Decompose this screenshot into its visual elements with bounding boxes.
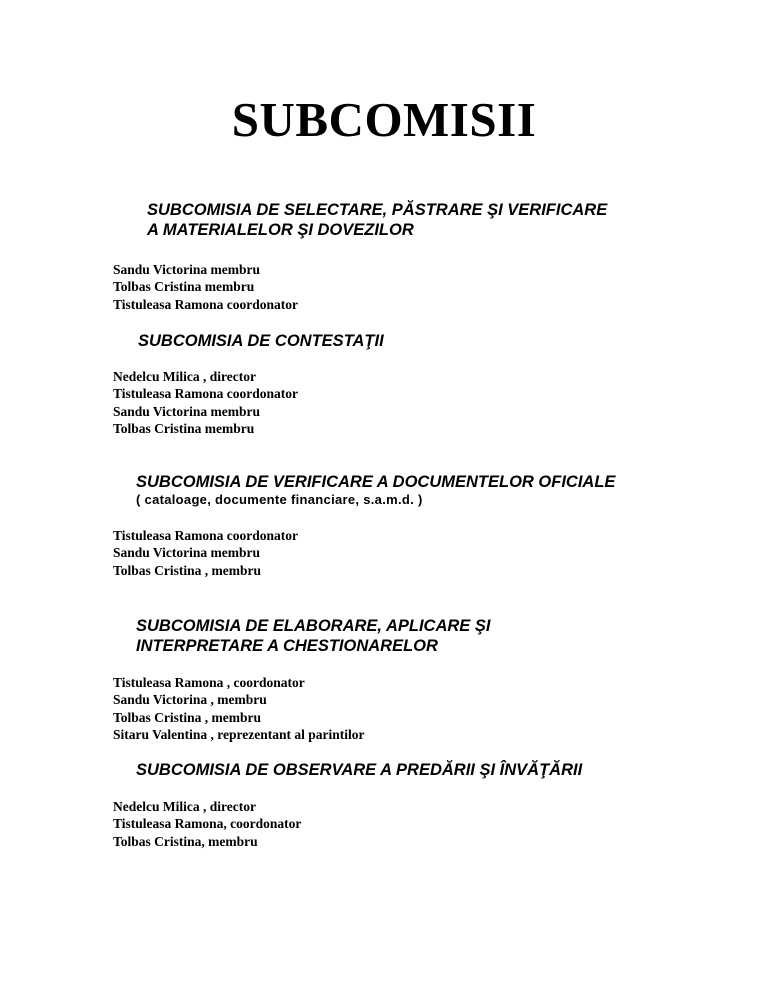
section-heading-documente-oficiale [136, 472, 615, 492]
page-title: SUBCOMISII [231, 92, 537, 147]
section-heading-line: SUBCOMISIA DE SELECTARE, PĂSTRARE ŞI VERIFICARE [147, 201, 608, 219]
member-entry: Tolbas Cristina , membru [113, 709, 262, 725]
member-entry: Sandu Victorina membru [113, 262, 261, 277]
member-list-documente-oficiale [113, 527, 298, 579]
section-subheading: ( cataloage, documente financiare, s.a.m.d. ) [136, 492, 423, 507]
member-entry: Tistuleasa Ramona coordonator [113, 386, 299, 402]
member-entry: Tistuleasa Ramona coordonator [113, 296, 299, 312]
section-heading-line: A MATERIALELOR ŞI DOVEZILOR [147, 221, 414, 239]
member-entry: Sandu Victorina membru [113, 403, 261, 419]
member-entry: Nedelcu Milica , director [113, 799, 256, 814]
member-list-contestatii [113, 368, 298, 438]
section-heading-chestionare [136, 616, 490, 656]
member-list-selectare [113, 261, 298, 313]
member-entry: Tolbas Cristina, membru [113, 833, 258, 849]
member-entry: Tistuleasa Ramona coordonator [113, 528, 299, 543]
member-list-observare [113, 798, 301, 850]
section-heading-observare [136, 760, 582, 780]
member-entry: Tolbas Cristina membru [113, 279, 255, 295]
section-heading-selectare [147, 200, 607, 240]
member-entry: Tistuleasa Ramona, coordonator [113, 816, 302, 832]
member-entry: Tolbas Cristina membru [113, 421, 255, 437]
member-entry: Nedelcu Milica , director [113, 369, 256, 384]
section-heading-line: SUBCOMISIA DE ELABORARE, APLICARE ŞI [136, 617, 491, 635]
section-heading-line: INTERPRETARE A CHESTIONARELOR [136, 637, 438, 655]
section-heading-line: SUBCOMISIA DE CONTESTAŢII [138, 332, 384, 350]
member-entry: Sandu Victorina membru [113, 545, 261, 561]
section-heading-line: SUBCOMISIA DE VERIFICARE A DOCUMENTELOR OFICIALE [136, 473, 616, 491]
member-entry: Tistuleasa Ramona , coordonator [113, 675, 305, 690]
member-list-chestionare [113, 674, 365, 744]
member-entry: Tolbas Cristina , membru [113, 562, 262, 578]
section-heading-line: SUBCOMISIA DE OBSERVARE A PREDĂRII ŞI ÎNVĂŢĂRII [136, 761, 583, 779]
member-entry: Sitaru Valentina , reprezentant al parintilor [113, 727, 365, 743]
member-entry: Sandu Victorina , membru [113, 692, 267, 708]
section-heading-contestatii [138, 331, 384, 351]
